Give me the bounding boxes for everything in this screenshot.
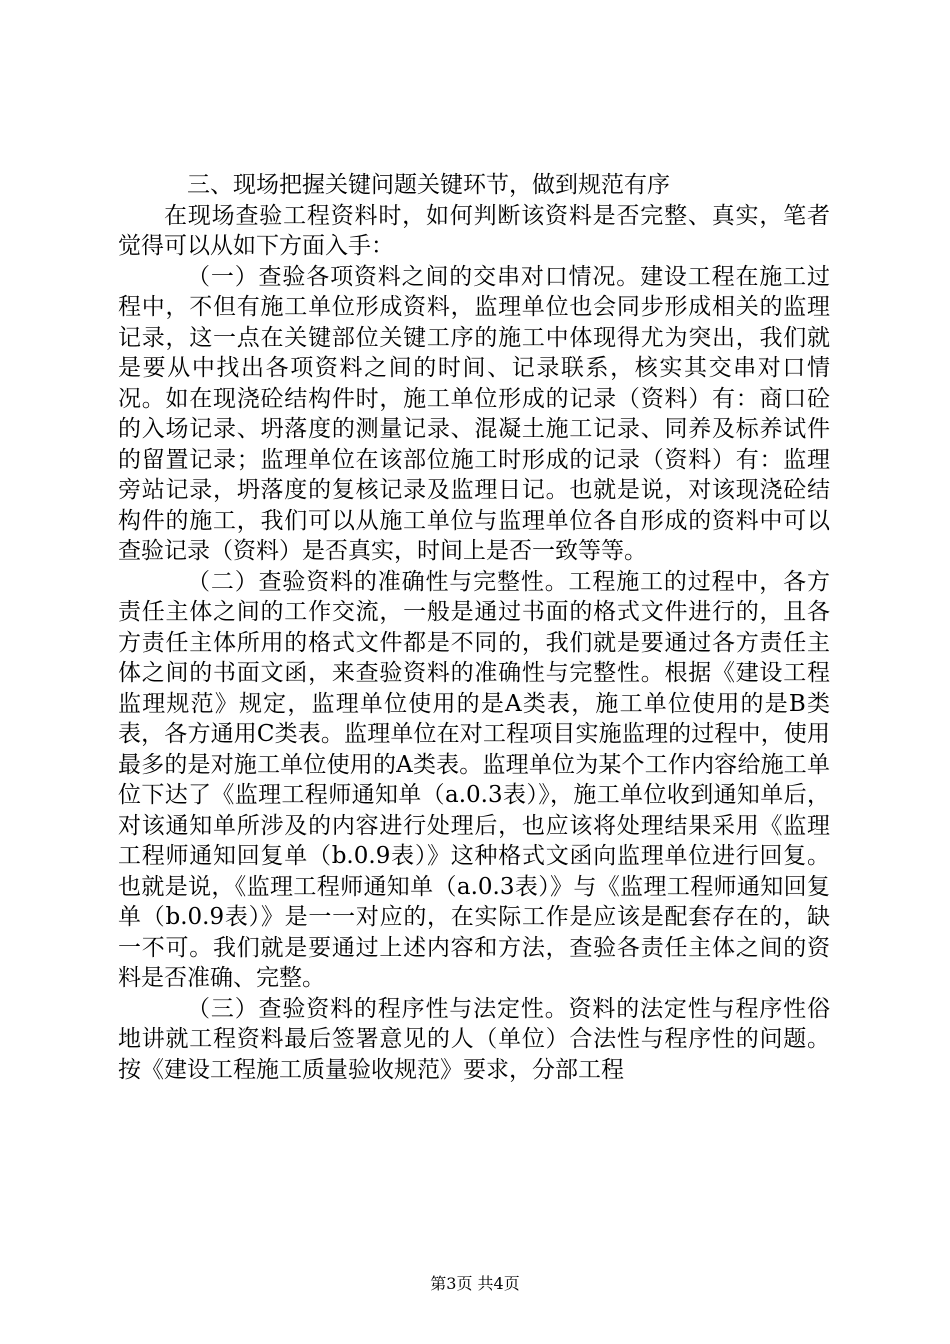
page-footer: 第3页 共4页 (430, 1274, 520, 1293)
paragraph-item-2: （二）查验资料的准确性与完整性。工程施工的过程中，各方责任主体之间的工作交流，一般是通过书面的格式文件进行的，且各方责任主体所用的格式文件都是不同的，我们就是要通过各方责任主体之间的书面文函，来查验资料的准确性与完整性。根据《建设工程监理规范》规定，监理单位使用的是A类表，施工单位使用的是B类表，各方通用C类表。监理单位在对工程项目实施监理的过程中，使用最多的是对施工单位使用的A类表。监理单位为某个工作内容给施工单位下达了《监理工程师通知单（a.0.3表）》，施工单位收到通知单后，对该通知单所涉及的内容进行处理后，也应该将处理结果采用《监理工程师通知回复单（b.0.9表）》这种格式文函向监理单位进行回复。也就是说，《监理工程师通知单（a.0.3表）》与《监理工程师通知回复单（b.0.9表）》是一一对应的，在实际工作是应该是配套存在的，缺一不可。我们就是要通过上述内容和方法，查验各责任主体之间的资料是否准确、完整。 (118, 568, 830, 991)
paragraph-item-3: （三）查验资料的程序性与法定性。资料的法定性与程序性俗地讲就工程资料最后签署意见的人（单位）合法性与程序性的问题。按《建设工程施工质量验收规范》要求，分部工程 (118, 995, 830, 1083)
intro-paragraph: 在现场查验工程资料时，如何判断该资料是否完整、真实，笔者觉得可以从如下方面入手： (118, 202, 830, 259)
paragraph-item-1: （一）查验各项资料之间的交串对口情况。建设工程在施工过程中，不但有施工单位形成资料，监理单位也会同步形成相关的监理记录，这一点在关键部位关键工序的施工中体现得尤为突出，我们就是要从中找出各项资料之间的时间、记录联系，核实其交串对口情况。如在现浇砼结构件时，施工单位形成的记录（资料）有：商口砼的入场记录、坍落度的测量记录、混凝土施工记录、同养及标养试件的留置记录；监理单位在该部位施工时形成的记录（资料）有：监理旁站记录，坍落度的复核记录及监理日记。也就是说，对该现浇砼结构件的施工，我们可以从施工单位与监理单位各自形成的资料中可以查验记录（资料）是否真实，时间上是否一致等等。 (118, 263, 830, 564)
document-body (118, 170, 830, 1085)
section-heading: 三、现场把握关键问题关键环节，做到规范有序 (187, 172, 670, 198)
